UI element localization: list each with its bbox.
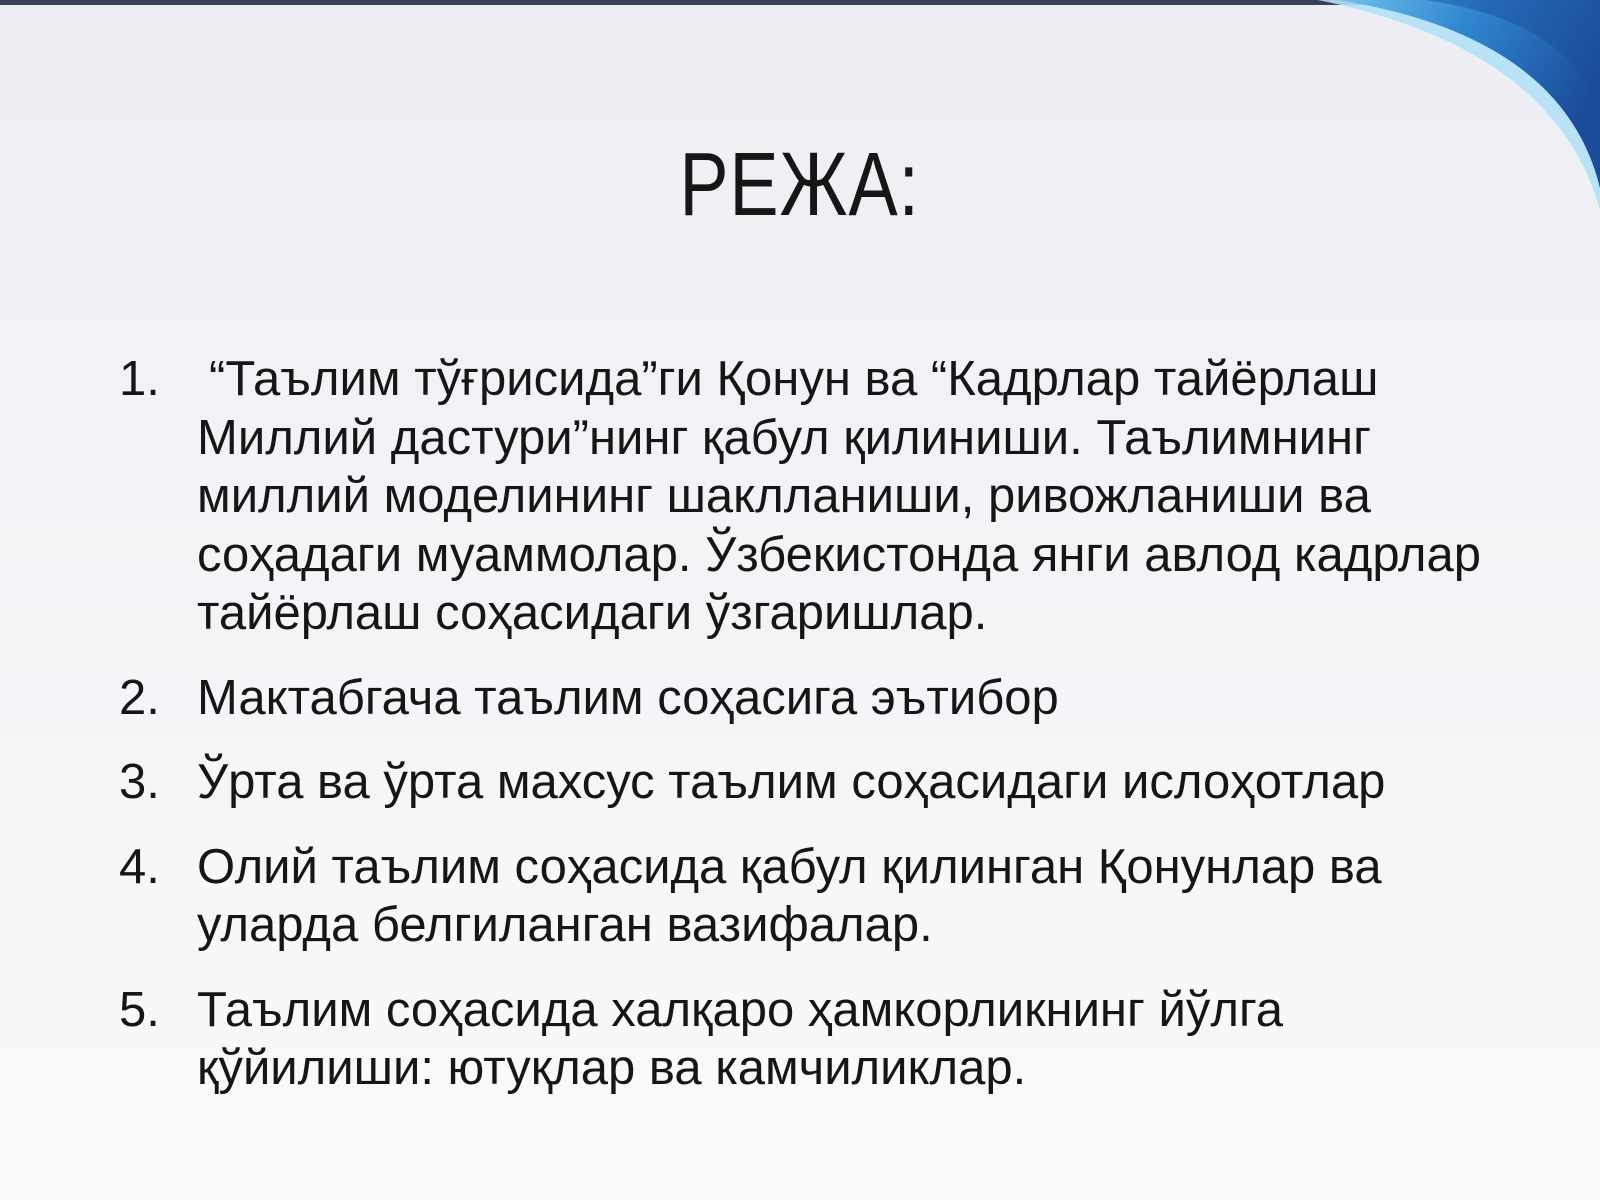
plan-item-line: Мактабгача таълим соҳасига эътибор <box>197 670 1059 725</box>
plan-item-line: Ўрта ва ўрта махсус таълим соҳасидаги ислоҳотлар <box>197 755 1386 809</box>
plan-list <box>0 350 1600 1124</box>
slide-title-text: РЕЖА: <box>679 135 921 235</box>
plan-item-line: тайёрлаш соҳасидаги ўзгаришлар. <box>197 586 988 640</box>
plan-item-5 <box>0 981 1600 1098</box>
plan-item-text <box>197 838 1600 955</box>
plan-item-line: соҳадаги муаммолар. Ўзбекистонда янги авлод кадрлар <box>197 527 1482 582</box>
plan-item-number: 4. <box>119 839 160 894</box>
plan-item-line: “Таълим тўғрисида”ги Қонун ва “Кадрлар тайёрлаш <box>209 352 1379 406</box>
plan-item-text <box>197 981 1600 1098</box>
plan-item-number: 1. <box>119 352 160 406</box>
slide-title <box>0 135 1600 235</box>
plan-item-line: қўйилиши: ютуқлар ва камчиликлар. <box>197 1041 1027 1095</box>
plan-item-text <box>197 669 1600 728</box>
plan-item-text <box>197 350 1600 643</box>
plan-item-number: 3. <box>119 755 160 809</box>
plan-item-number: 5. <box>119 982 160 1037</box>
plan-item-number: 2. <box>119 670 160 725</box>
plan-item-line: Таълим соҳасида халқаро ҳамкорликнинг йўлга <box>197 982 1283 1037</box>
plan-item-line: Миллий дастури”нинг қабул қилиниши. Таълимнинг <box>197 410 1371 465</box>
plan-item-line: уларда белгиланган вазифалар. <box>197 898 933 952</box>
plan-item-2 <box>0 669 1600 728</box>
plan-item-text <box>197 753 1600 812</box>
plan-item-1 <box>0 350 1600 643</box>
plan-item-3 <box>0 753 1600 812</box>
plan-item-line: миллий моделининг шаклланиши, ривожланиши ва <box>197 469 1371 523</box>
plan-item-line: Олий таълим соҳасида қабул қилинган Қонунлар ва <box>197 839 1382 894</box>
plan-item-4 <box>0 838 1600 955</box>
